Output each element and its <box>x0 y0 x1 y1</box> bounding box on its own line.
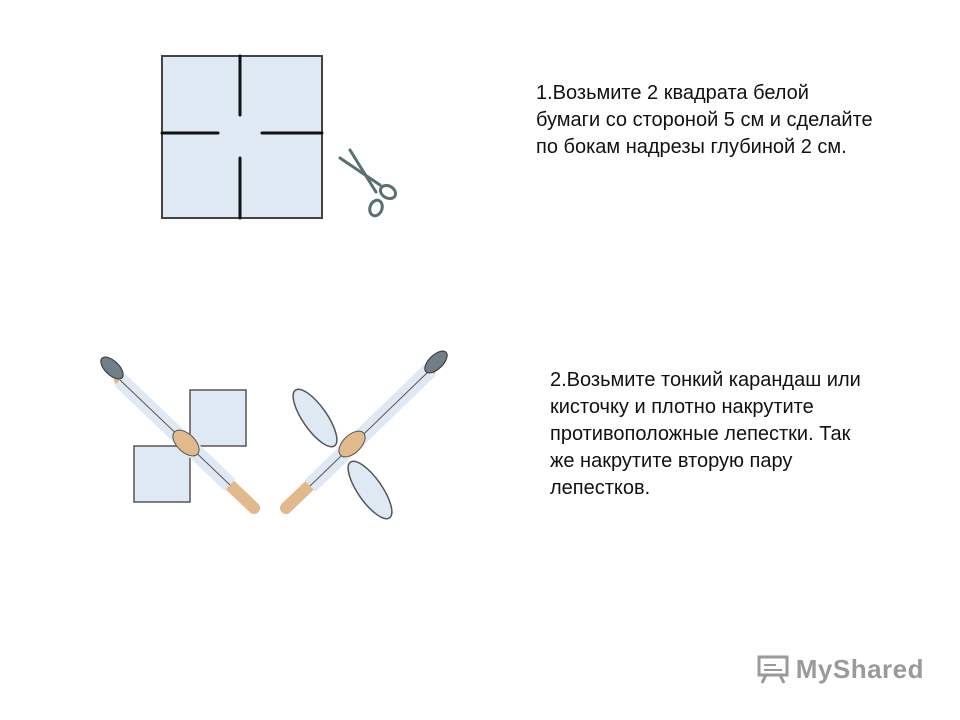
step2-illustration <box>90 340 460 530</box>
presentation-board-icon <box>756 653 790 685</box>
step2-instructions: 2.Возьмите тонкий карандаш или кисточку и плотно накрутите противоположные лепестки. Так же накрутите вторую пару лепестков. <box>550 369 861 499</box>
myshared-logo <box>756 653 924 685</box>
paper-square-top <box>190 390 246 446</box>
scissors-icon <box>340 150 398 218</box>
logo-text: MyShared <box>795 653 924 684</box>
paper-square <box>162 56 322 218</box>
step1-illustration <box>140 40 420 240</box>
paper-square-bottom <box>134 446 190 502</box>
step1-instructions: 1.Возьмите 2 квадрата белой бумаги со стороной 5 см и сделайте по бокам надрезы глубиной 2 см. <box>536 82 873 158</box>
